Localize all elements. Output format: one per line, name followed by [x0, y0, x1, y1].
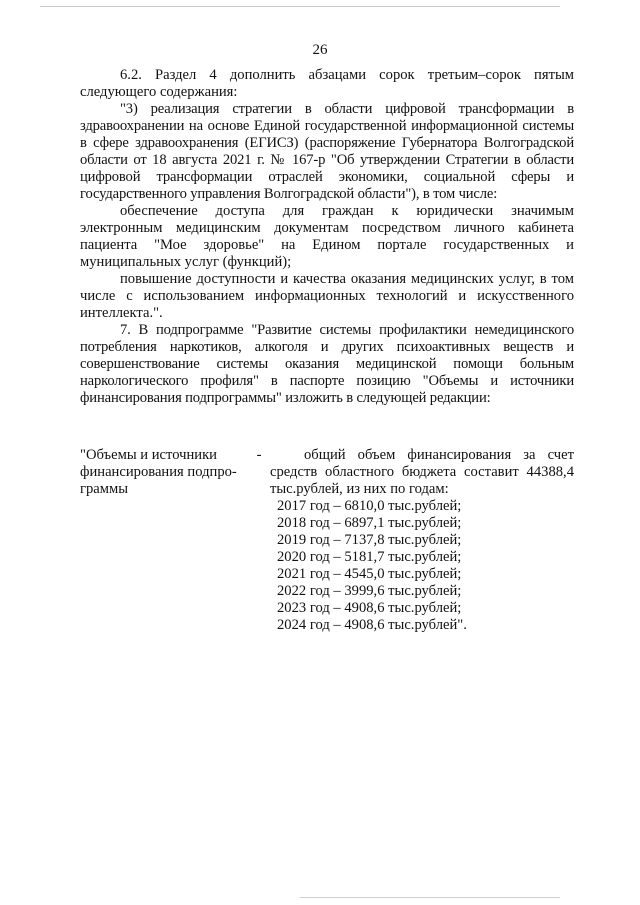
financing-dash: -: [256, 447, 262, 463]
financing-year-item: 2022 год – 3999,6 тыс.рублей;: [277, 583, 462, 599]
document-body: [80, 67, 574, 407]
financing-year-item: 2021 год – 4545,0 тыс.рублей;: [277, 566, 462, 582]
financing-label-cell: [80, 447, 245, 498]
paragraph-access-documents: обеспечение доступа для граждан к юридически значимым электронным медицинским документам посредством личного кабинета пациента "Мое здоровье" на Едином портале государственных и муниципальных услуг (функций);: [80, 203, 574, 270]
financing-year-item: 2024 год – 4908,6 тыс.рублей".: [277, 617, 467, 633]
financing-year-item: 2020 год – 5181,7 тыс.рублей;: [277, 549, 462, 565]
scan-edge-bottom: [300, 897, 560, 898]
financing-year-item: 2018 год – 6897,1 тыс.рублей;: [277, 515, 462, 531]
paragraph-strategy-item: "3) реализация стратегии в области цифровой трансформации в здравоохранении на основе Единой государственной информационной системы в сфере здравоохранения (ЕГИСЗ) (распоряжение Губернатора Волгоградской области от 18 августа 2021 г. № 167-р "Об утверждении Стратегии в области цифровой трансформации отраслей экономики, социальной сферы и государственного управления Волгоградской области"), в том числе:: [80, 101, 574, 202]
financing-summary: общий объем финансирования за счет средств областного бюджета составит 44388,4 тыс.рублей, из них по годам:: [270, 447, 574, 497]
scan-edge-top: [40, 6, 560, 7]
paragraph-service-quality: повышение доступности и качества оказания медицинских услуг, в том числе с использованием информационных технологий и искусственного интеллекта.".: [80, 271, 574, 321]
financing-years-list: [270, 498, 574, 634]
paragraph-section-amendment: 6.2. Раздел 4 дополнить абзацами сорок третьим–сорок пятым следующего содержания:: [80, 67, 574, 100]
page-number: 26: [312, 42, 328, 58]
financing-year-item: 2023 год – 4908,6 тыс.рублей;: [277, 600, 462, 616]
paragraph-subprogram-change: 7. В подпрограмме "Развитие системы профилактики немедицинского потребления наркотиков, алкоголя и других психоактивных веществ и совершенствование системы оказания медицинской помощи больным наркологического профиля" в паспорте позицию "Объемы и источники финансирования подпрограммы" изложить в следующей редакции:: [80, 322, 574, 406]
financing-year-item: 2017 год – 6810,0 тыс.рублей;: [277, 498, 462, 514]
financing-label: "Объемы и источники финансирования подпрограммы: [80, 447, 237, 497]
financing-year-item: 2019 год – 7137,8 тыс.рублей;: [277, 532, 462, 548]
financing-value-cell: [270, 447, 574, 634]
